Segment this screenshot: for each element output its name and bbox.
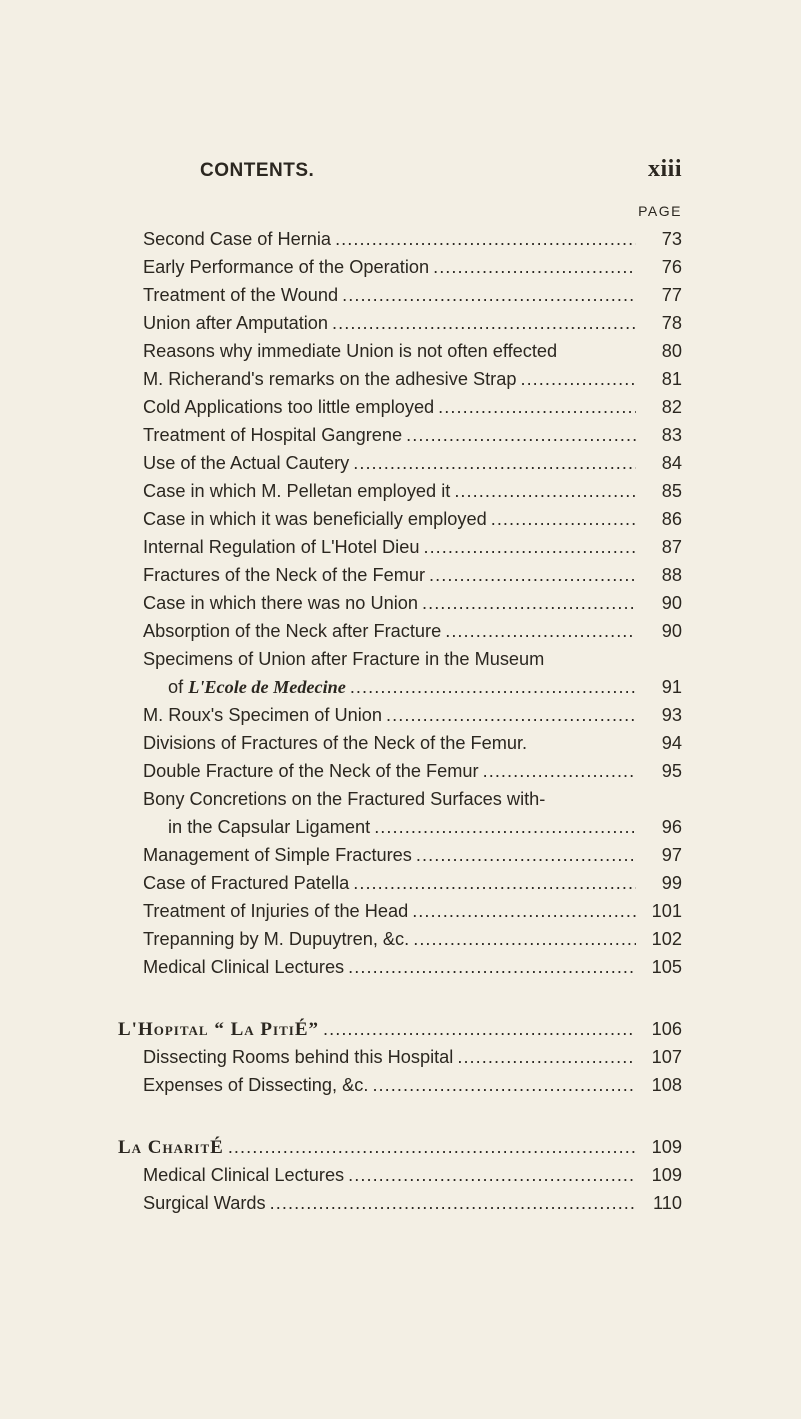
toc-entry: Case of Fractured Patella . . . 99 [118,869,682,897]
toc-entry: Case in which M. Pelletan employed it . . . 85 [118,477,682,505]
toc-entry: Case in which there was no Union . . . 90 [118,589,682,617]
toc-entry: Use of the Actual Cautery . . . 84 [118,449,682,477]
toc-entry: M. Richerand's remarks on the adhesive Strap . . . 81 [118,365,682,393]
toc-entry: Second Case of Hernia . . . 73 [118,225,682,253]
table-of-contents [118,225,682,1217]
toc-entry: Expenses of Dissecting, &c. . . . 108 [118,1071,682,1099]
toc-entry: Absorption of the Neck after Fracture . . . 90 [118,617,682,645]
toc-entry-continued: in the Capsular Ligament . . . 96 [118,813,682,841]
toc-entry: Dissecting Rooms behind this Hospital . . . 107 [118,1043,682,1071]
toc-entry: Early Performance of the Operation . . . 76 [118,253,682,281]
toc-entry: Reasons why immediate Union is not often effected 80 [143,341,682,361]
toc-entry: Treatment of the Wound . . . 77 [118,281,682,309]
toc-entry: Cold Applications too little employed . . . 82 [118,393,682,421]
toc-entry: Union after Amputation . . . 78 [118,309,682,337]
toc-entry: Internal Regulation of L'Hotel Dieu . . . 87 [118,533,682,561]
toc-entry: Double Fracture of the Neck of the Femur . . . 95 [118,757,682,785]
toc-entry: Bony Concretions on the Fractured Surfaces with- [143,789,546,809]
toc-entry: Medical Clinical Lectures . . . 109 [118,1161,682,1189]
toc-entry: Specimens of Union after Fracture in the Museum [143,649,545,669]
page-number: xiii [647,156,682,182]
toc-entry-continued: of L'Ecole de Medecine . . . 91 [118,673,682,701]
toc-entry: Case in which it was beneficially employed . . . 86 [118,505,682,533]
toc-entry: Medical Clinical Lectures . . . 105 [118,953,682,981]
toc-entry: Management of Simple Fractures . . . 97 [118,841,682,869]
school-name: L'Ecole de Medecine [188,677,346,697]
toc-entry: Treatment of Injuries of the Head . . . 101 [118,897,682,925]
toc-entry: Treatment of Hospital Gangrene . . . 83 [118,421,682,449]
toc-section-heading: L'Hopital “ La PitiÉ” . . . 106 [118,1015,682,1043]
toc-entry: Surgical Wards . . . 110 [118,1189,682,1217]
running-title: CONTENTS. [200,160,315,181]
toc-entry: Fractures of the Neck of the Femur . . . 88 [118,561,682,589]
toc-entry: Trepanning by M. Dupuytren, &c. . . . 102 [118,925,682,953]
page-column-label: PAGE [638,203,682,219]
toc-section-heading: La CharitÉ . . . 109 [118,1133,682,1161]
toc-entry: M. Roux's Specimen of Union . . . 93 [118,701,682,729]
toc-entry: Divisions of Fractures of the Neck of the Femur. 94 [143,733,682,753]
